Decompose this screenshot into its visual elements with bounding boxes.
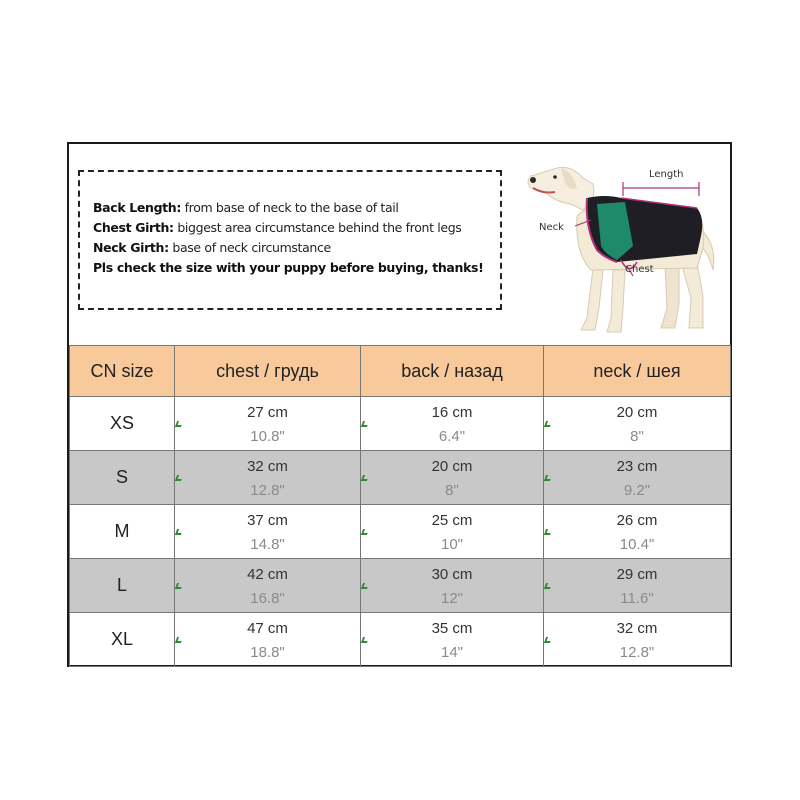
measurement-notes-box xyxy=(78,170,502,310)
back-cell: 20 cm 8" xyxy=(361,451,544,505)
dog-measurement-diagram xyxy=(521,158,731,338)
table-row xyxy=(70,397,731,451)
note-advice: Pls check the size with your puppy before buying, thanks! xyxy=(93,260,484,275)
chest-cell: 32 cm 12.8" xyxy=(175,451,361,505)
size-cell: M xyxy=(70,505,175,559)
size-chart-frame xyxy=(67,142,732,667)
note-chest-girth: Chest Girth: biggest area circumstance behind the front legs xyxy=(93,220,462,235)
size-cell: XL xyxy=(70,613,175,667)
chest-cell: 42 cm 16.8" xyxy=(175,559,361,613)
size-cell: XS xyxy=(70,397,175,451)
chest-cell: 47 cm 18.8" xyxy=(175,613,361,667)
length-label: Length xyxy=(649,169,684,180)
neck-label: Neck xyxy=(539,222,564,233)
table-row xyxy=(70,613,731,667)
neck-cell: 23 cm 9.2" xyxy=(544,451,731,505)
size-cell: L xyxy=(70,559,175,613)
header-neck: neck / шея xyxy=(544,346,731,397)
neck-cell: 29 cm 11.6" xyxy=(544,559,731,613)
chest-cell: 37 cm 14.8" xyxy=(175,505,361,559)
header-cn-size: CN size xyxy=(70,346,175,397)
neck-cell: 26 cm 10.4" xyxy=(544,505,731,559)
table-header-row xyxy=(70,346,731,397)
neck-cell: 20 cm 8" xyxy=(544,397,731,451)
back-cell: 35 cm 14" xyxy=(361,613,544,667)
back-cell: 16 cm 6.4" xyxy=(361,397,544,451)
chest-cell: 27 cm 10.8" xyxy=(175,397,361,451)
size-table xyxy=(69,345,731,667)
header-back: back / назад xyxy=(361,346,544,397)
size-cell: S xyxy=(70,451,175,505)
header-chest: chest / грудь xyxy=(175,346,361,397)
dog-illustration xyxy=(521,158,731,338)
table-row xyxy=(70,559,731,613)
chest-label: Chest xyxy=(625,264,654,275)
table-row xyxy=(70,505,731,559)
back-cell: 25 cm 10" xyxy=(361,505,544,559)
neck-cell: 32 cm 12.8" xyxy=(544,613,731,667)
back-cell: 30 cm 12" xyxy=(361,559,544,613)
size-guide-header xyxy=(69,144,730,345)
note-neck-girth: Neck Girth: base of neck circumstance xyxy=(93,240,331,255)
note-back-length: Back Length: from base of neck to the base of tail xyxy=(93,200,399,215)
table-row xyxy=(70,451,731,505)
